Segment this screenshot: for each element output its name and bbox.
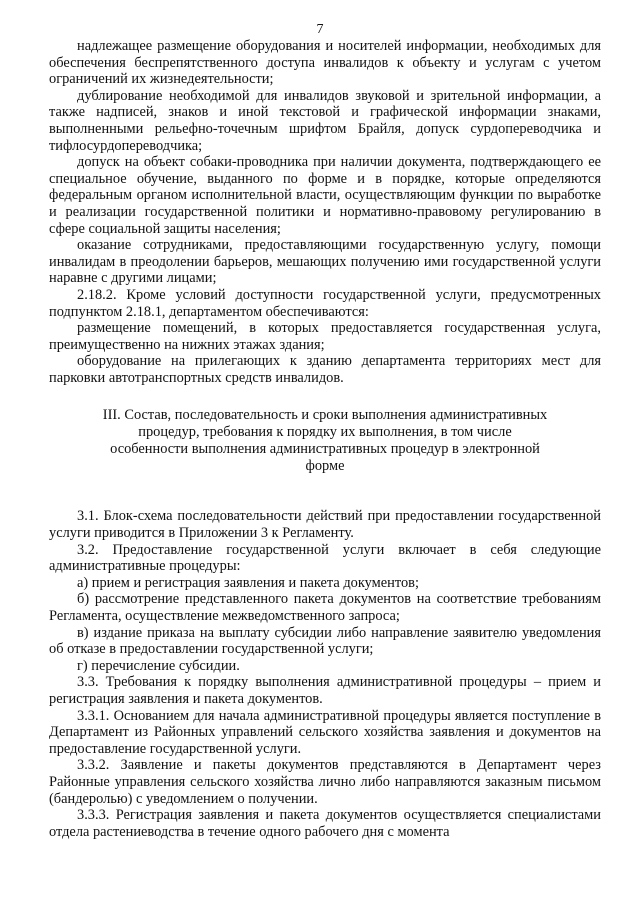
page-number: 7 xyxy=(316,22,324,37)
list-item: б) рассмотрение представленного пакета документов на соответствие требованиям Регламента, осуществление межведомственного запроса; xyxy=(49,591,601,625)
document-body xyxy=(49,38,601,840)
paragraph: 3.1. Блок-схема последовательности действий при предоставлении государственной услуги приводится в Приложении 3 к Регламенту. xyxy=(49,508,601,542)
paragraph: 3.3.3. Регистрация заявления и пакета документов осуществляется специалистами отдела растениеводства в течение одного рабочего дня с момента xyxy=(49,807,601,840)
paragraph: допуск на объект собаки-проводника при наличии документа, подтверждающего ее специальное обучение, выданного по форме и в порядке, которые определяются федеральным органом исполнительной власти, осуществляющим функции по выработке и реализации государственной политики и нормативно-правовому регулированию в сфере социальной защиты населения; xyxy=(49,154,601,237)
section-heading: III. Состав, последовательность и сроки выполнения административных процедур, требования к порядку их выполнения, в том числе особенности выполнения административных процедур в электронной форме xyxy=(102,407,548,475)
paragraph: 3.2. Предоставление государственной услуги включает в себя следующие административные процедуры: xyxy=(49,541,601,575)
list-item: а) прием и регистрация заявления и пакета документов; xyxy=(77,574,419,591)
list-item: в) издание приказа на выплату субсидии либо направление заявителю уведомления об отказе в предоставлении государственной услуги; xyxy=(49,624,601,658)
paragraph: надлежащее размещение оборудования и носителей информации, необходимых для обеспечения беспрепятственного доступа инвалидов к объекту и услугам с учетом ограничений их жизнедеятельности; xyxy=(49,38,601,88)
paragraph: размещение помещений, в которых предоставляется государственная услуга, преимущественно на нижних этажах здания; xyxy=(49,320,601,353)
paragraph: оказание сотрудниками, предоставляющими государственную услугу, помощи инвалидам в преодолении барьеров, мешающих получению ими государственной услуги наравне с другими лицами; xyxy=(49,237,601,287)
paragraph: оборудование на прилегающих к зданию департамента территориях мест для парковки автотранспортных средств инвалидов. xyxy=(49,353,601,386)
paragraph: 3.3. Требования к порядку выполнения административной процедуры – прием и регистрация заявления и пакета документов. xyxy=(49,674,601,707)
paragraph: 2.18.2. Кроме условий доступности государственной услуги, предусмотренных подпунктом 2.18.1, департаментом обеспечиваются: xyxy=(49,286,601,320)
list-item: г) перечисление субсидии. xyxy=(77,657,240,674)
paragraph: 3.3.2. Заявление и пакеты документов представляются в Департамент через Районные управления сельского хозяйства лично либо направляются заказным письмом (бандеролью) с уведомлением о получении. xyxy=(49,757,601,807)
paragraph: 3.3.1. Основанием для начала административной процедуры является поступление в Департамент из Районных управлений сельского хозяйства заявления и документов на предоставление государственной услуги. xyxy=(49,707,601,757)
paragraph: дублирование необходимой для инвалидов звуковой и зрительной информации, а также надписей, знаков и иной текстовой и графической информации знаками, выполненными рельефно-точечным шрифтом Брайля, допуск сурдопереводчика и тифлосурдопереводчика; xyxy=(49,87,601,154)
